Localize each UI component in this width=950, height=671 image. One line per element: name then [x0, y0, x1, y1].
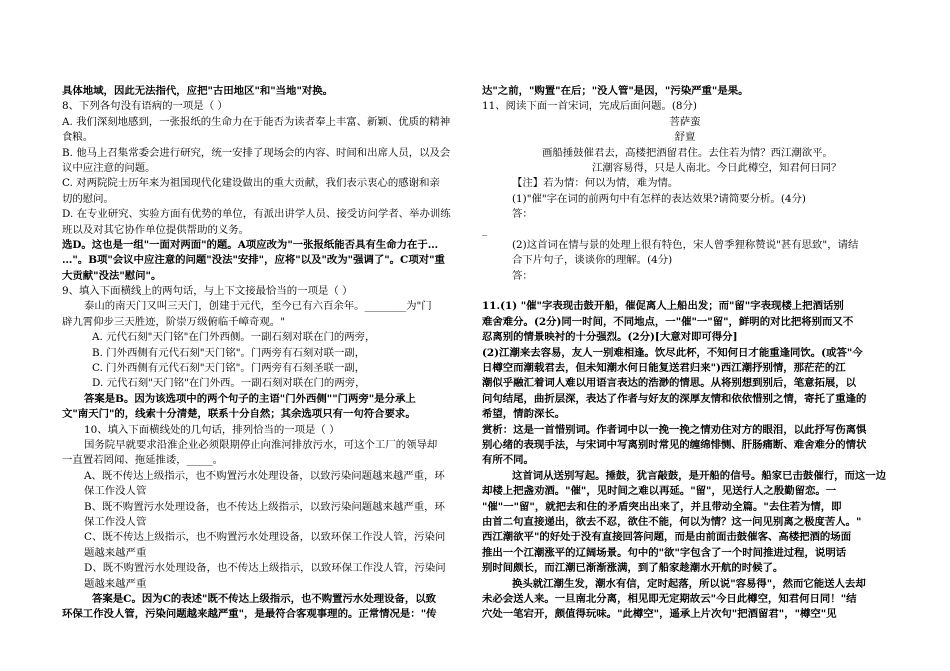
right-text-line: _ [482, 223, 488, 236]
left-column [62, 84, 466, 623]
left-text-line: A、既不传达上级指示，也不购置污水处理设备，以致污染问题越来越严重，环 [84, 469, 445, 482]
right-text-line: 别心绪的表现手法，与宋词中写离别时常见的缠绵悱恻、肝肠痛断、难舍难分的情状 [482, 438, 867, 451]
left-text-line: 切的慰问。 [62, 192, 114, 205]
right-text-line: 菩萨蛮 [669, 115, 701, 128]
right-text-line: 穴处一笔宕开，颇值得玩味。"此樽空"，遥承上片次句"把酒留君"，"樽空"见 [482, 608, 837, 621]
left-text-line: 国务院早就要求沿淮企业必须限期停止向淮河排放污水，可这个工厂的领导却 [84, 438, 438, 451]
left-text-line: 9、填入下面横线上的两句话，与上下文接最恰当的一项是（ ） [62, 285, 353, 298]
left-text-line: D. 在专业研究、实验方面有优势的单位，有派出讲学人员、接受访问学者、举办训练 [62, 208, 451, 221]
left-text-line: 大贡献"没法"慰问"。 [62, 269, 162, 282]
right-text-line: 却楼上把盏劝酒。"催"，见时间之难以再延。"留"，见送行人之殷勤留恋。一 [482, 485, 837, 498]
right-text-line: 合下片句子，谈谈你的理解。(4分) [512, 254, 673, 267]
left-text-line: D. 元代石刻"天门铭"在门外西。一副石刻对联在门的两旁， [92, 377, 366, 390]
right-text-line: 答： [512, 269, 533, 282]
right-text-line: (1)"催"字在词的前两句中有怎样的表达效果?请简要分析。(4分) [512, 192, 806, 205]
left-text-line: 一直置若罔闻、拖延推诿，_____。 [62, 454, 224, 467]
right-text-line: 希望，情韵深长。 [482, 408, 566, 421]
right-text-line: 忍离别的情景映衬的十分强烈。(2分)[大意对即可得分] [482, 331, 738, 344]
left-text-line: D、既不购置污水处理设备，也不传达上级指示，以致环保工作没人管，污染问 [84, 562, 446, 575]
right-text-line: 【注】若为情：何以为情，难为情。 [512, 177, 679, 190]
right-text-line: 换头就江潮生发，潮水有信，定时起落，所以说"容易得"，然而它能送人去却 [512, 577, 866, 590]
left-text-line: 选D。这也是一组"一面对两面"的题。A项应改为"一张报纸能否具有生命力在于… [62, 238, 439, 251]
left-text-line: B、既不购置污水处理设备，也不传达上级指示，以致污染问题越来越严重，环 [84, 500, 445, 513]
right-text-line: (2)这首词在情与景的处理上很有特色，宋人曾季狸称赞说"甚有思致"，请结 [512, 238, 859, 251]
right-text-line: 达"之前，"购置"在后；"没人管"是因，"污染严重"是果。 [482, 85, 749, 97]
right-text-line: 由首二句直接递出，欲去不忍，欲住不能，何以为情？这一问见别离之极度苦人。" [482, 515, 862, 528]
right-text-line: 11.(1) "催"字表现击鼓开船，催促离人上船出发；而"留"字表现楼上把酒话别 [482, 300, 844, 313]
left-text-line: C. 门外西侧有元代石刻"天门铭"。门两旁有石刻圣联一副， [92, 362, 366, 375]
right-text-line: (2)江潮来去容易，友人一别难相逢。饮尽此杯，不知何日才能重逢同饮。(或答"今 [482, 346, 863, 359]
left-text-line: A. 元代石刻"天门铭"在门外西侧。一副石刻对联在门的两旁， [92, 331, 376, 344]
left-text-line: 泰山的南天门又叫三天门，创建于元代，至今已有六百余年。________为"门 [84, 300, 432, 313]
left-text-line: A. 我们深刻地感到，一张报纸的生命力在于能否为读者奉上丰富、新颖、优质的精神 [62, 115, 451, 128]
right-text-line: 西江潮欲平"的好处于没有直接回答问题，而是由前面击鼓催客、高楼把酒的场面 [482, 531, 852, 544]
right-text-line: 问句结尾，曲折层深，表达了作者与好友的深厚友情和依依惜别之情，寄托了重逢的 [482, 392, 867, 405]
right-text-line: 江潮容易得，只是人南北。今日此樽空，知君何日同？ [592, 161, 842, 174]
left-text-line: B. 门外西侧有元代石刻"天门铭"。门两旁有石刻对联一副， [92, 346, 366, 359]
right-text-line: 推出一个江潮涨平的辽阔场景。句中的"欲"字包含了一个时间推进过程，说明话 [482, 546, 847, 559]
left-text-line: 答案是C。因为C的表述"既不传达上级指示，也不购置污水处理设备，以致 [92, 592, 437, 605]
left-text-line: 食粮。 [62, 131, 94, 144]
left-text-line: 保工作没人管 [84, 485, 147, 498]
right-text-line: "催"一"留"，就把去和住的矛盾突出出来了，并且带动全篇。"去住若为情，即 [482, 500, 842, 513]
left-text-line: 辟九霄仰步三天胜迹，阶崇万级俯临千嶂奇观。" [62, 315, 285, 328]
left-text-line: 班以及对其它协作单位提供帮助的义务。 [62, 223, 250, 236]
left-text-line: 文"南天门"的，线索十分清楚，联系十分自然；其余选项只有一句符合要求。 [62, 408, 416, 421]
left-text-line: C. 对两院院士历年来为祖国现代化建设做出的重大贡献，我们表示衷心的感谢和亲 [62, 177, 440, 190]
right-text-line: 11、阅读下面一首宋词，完成后面问题。(8分) [482, 100, 697, 113]
left-text-line: 答案是B。因为该选项中的两个句子的主语"门外西侧""门两旁"是分承上 [84, 392, 416, 405]
right-text-line: 难舍难分。(2分)同一时间，不同地点，一"催"一"留"，鲜明的对比把将别而又不 [482, 315, 854, 328]
left-text-line: 题越来越严重 [84, 546, 147, 559]
left-text-line: 题越来越严重 [84, 577, 147, 590]
left-text-line: B. 他马上召集常委会进行研究，统一安排了现场会的内容、时间和出席人员，以及会 [62, 146, 451, 159]
right-text-line: 答： [512, 208, 533, 221]
left-text-line: 环保工作没人管，污染问题越来越严重"，是最符合客观事理的。正常情况是："传 [62, 608, 437, 621]
right-text-line: 未必会送人来。一旦南北分离，相见即无定期故云"今日此樽空，知君何日同！"结 [482, 592, 857, 605]
right-text-line [482, 284, 888, 299]
right-text-line: 这首词从送别写起。捶鼓，犹言敲鼓，是开船的信号。船家已击鼓催行，而这一边 [512, 469, 887, 482]
right-text-line: 日樽空而潮载君去，但未知潮水何日能复送君归来")西江潮抒别情，那茫茫的江 [482, 362, 846, 375]
left-text-line: 议中应注意的问题。 [62, 161, 156, 174]
right-text-line: 潮似乎融汇着词人难以用语言表达的浩渺的情思。从将别想到别后，笔意拓展，以 [482, 377, 857, 390]
right-text-line: 有所不同。 [482, 454, 534, 467]
left-text-line: C、既不传达上级指示，也不购置污水处理设备，以致环保工作没人管，污染问 [84, 531, 446, 544]
left-text-line: 具体地域，因此无法指代，应把"古田地区"和"当地"对换。 [62, 85, 334, 97]
right-column [482, 84, 888, 623]
left-text-line: 10、填入下面横线处的几句话，排列恰当的一项是（ ） [84, 423, 340, 436]
left-text-line: …"。B项"会议中应注意的问题"没法"安排"，应将"以及"改为"强调了"。C项对"重 [62, 254, 445, 267]
right-text-line: 舒亶 [674, 131, 696, 144]
right-text-line: 画船捶鼓催君去，高楼把酒留君住。去住若为情？西江潮欲平。 [542, 146, 833, 159]
right-text-line: 赏析：这是一首惜别词。作者词中以一挽一挽之情劝住对方的眼泪，以此抒写伤离惧 [482, 423, 867, 436]
left-text-line: 8、下列各句没有语病的一项是（ ） [62, 100, 228, 113]
left-text-line: 保工作没人管 [84, 515, 147, 528]
right-text-line: 别时间颇长，而江潮已渐渐涨满，到了船家趁潮水开航的时候了。 [482, 562, 784, 575]
